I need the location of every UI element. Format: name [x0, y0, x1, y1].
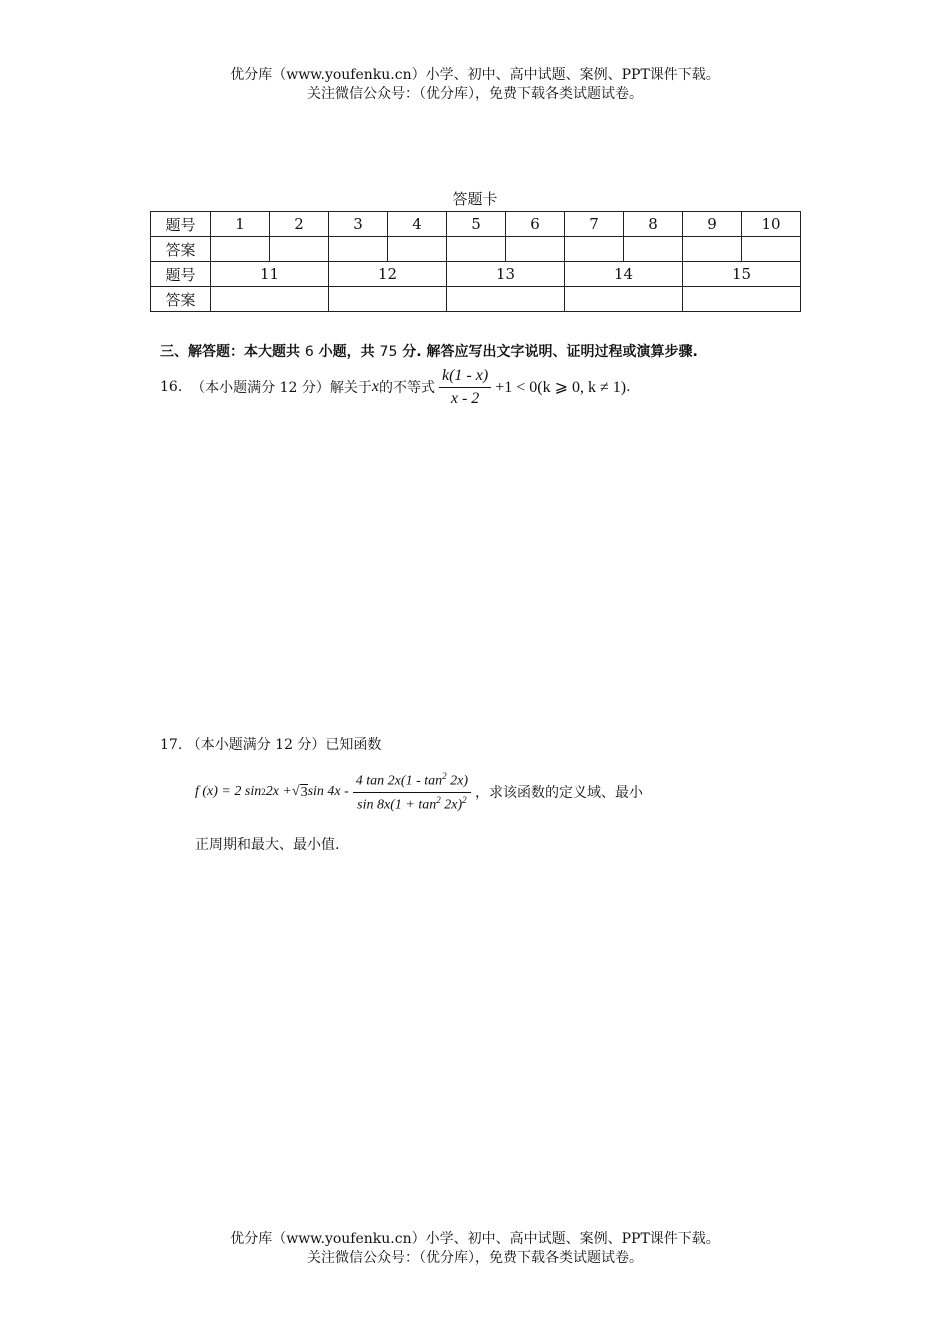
answer-cell[interactable] [211, 287, 329, 312]
question-label: 题号 [151, 212, 211, 237]
answer-cell[interactable] [329, 287, 447, 312]
question-number-cell: 13 [447, 262, 565, 287]
page-header [0, 66, 950, 104]
answer-cell[interactable] [270, 237, 329, 262]
question-16 [160, 362, 631, 412]
question-number-cell: 15 [683, 262, 801, 287]
question-ask: ，求该函数的定义域、最小 [475, 785, 644, 801]
question-number-cell: 4 [388, 212, 447, 237]
question-label: 题号 [151, 262, 211, 287]
header-line-2: 关注微信公众号：（优分库），免费下载各类试题试卷。 [307, 86, 643, 102]
table-row [151, 287, 801, 312]
question-number-cell: 2 [270, 212, 329, 237]
question-number: 17. [160, 737, 183, 753]
answer-label: 答案 [151, 287, 211, 312]
question-intro: （本小题满分 12 分）已知函数 [186, 737, 382, 753]
question-number-cell: 5 [447, 212, 506, 237]
question-number: 16. [160, 379, 183, 395]
formula-lhs: f (x) = 2 sin [195, 784, 262, 799]
sqrt-arg: 3 [300, 784, 308, 800]
section-heading: 三、解答题：本大题共 6 小题，共 75 分. 解答应写出文字说明、证明过程或演算步骤. [160, 344, 698, 360]
answer-card-table [150, 211, 801, 312]
question-tail: 正周期和最大、最小值. [195, 837, 340, 853]
answer-cell[interactable] [506, 237, 565, 262]
answer-cell[interactable] [329, 237, 388, 262]
variable: x [371, 378, 379, 395]
footer-line-2: 关注微信公众号：（优分库），免费下载各类试题试卷。 [307, 1250, 643, 1266]
period: . [626, 379, 631, 395]
question-text: 的不等式 [379, 380, 435, 396]
answer-cell[interactable] [624, 237, 683, 262]
table-row [151, 212, 801, 237]
question-number-cell: 12 [329, 262, 447, 287]
answer-cell[interactable] [565, 237, 624, 262]
formula-fraction [353, 771, 471, 813]
answer-cell[interactable] [683, 287, 801, 312]
answer-cell[interactable] [388, 237, 447, 262]
question-number-cell: 3 [329, 212, 388, 237]
question-number-cell: 8 [624, 212, 683, 237]
function-formula: f (x) = 2 sin 2 2x + √ 3 sin 4x - $\frac{4 \tan 2x(1 - \tan^2 2x)}{\sin 8x(1 + \tan^2 2x)^2}$ ，求该函数的定义域、最小 [195, 770, 644, 813]
answer-label: 答案 [151, 237, 211, 262]
question-intro: （本小题满分 12 分）解关于 [191, 380, 372, 396]
answer-cell[interactable] [447, 237, 506, 262]
question-number-cell: 9 [683, 212, 742, 237]
inequality-rest: +1 < 0(k ⩾ 0, k ≠ 1) [495, 379, 627, 396]
question-number-cell: 6 [506, 212, 565, 237]
page-footer [0, 1230, 950, 1268]
question-17 [160, 734, 381, 754]
footer-line-1: 优分库（www.youfenku.cn）小学、初中、高中试题、案例、PPT课件下载。 [230, 1231, 720, 1247]
table-row [151, 262, 801, 287]
question-number-cell: 11 [211, 262, 329, 287]
answer-cell[interactable] [565, 287, 683, 312]
fraction-numerator: 4 $\tan 2x(1 - \tan^2 2x)$ [353, 771, 471, 793]
sqrt-symbol: √ [291, 784, 300, 799]
fraction-numerator: k(1 - x) [439, 367, 491, 388]
answer-card-title: 答题卡 [452, 190, 498, 208]
answer-cell[interactable] [447, 287, 565, 312]
question-number-cell: 10 [742, 212, 801, 237]
answer-cell[interactable] [211, 237, 270, 262]
question-number-cell: 1 [211, 212, 270, 237]
inequality-fraction [439, 367, 491, 408]
answer-cell[interactable] [683, 237, 742, 262]
question-number-cell: 7 [565, 212, 624, 237]
table-row [151, 237, 801, 262]
fraction-denominator: $\sin 8x(1 + \tan^2 2x)^2$ [357, 794, 467, 813]
answer-cell[interactable] [742, 237, 801, 262]
header-line-1: 优分库（www.youfenku.cn）小学、初中、高中试题、案例、PPT课件下载。 [230, 67, 720, 83]
question-number-cell: 14 [565, 262, 683, 287]
fraction-denominator: x - 2 [450, 389, 480, 407]
